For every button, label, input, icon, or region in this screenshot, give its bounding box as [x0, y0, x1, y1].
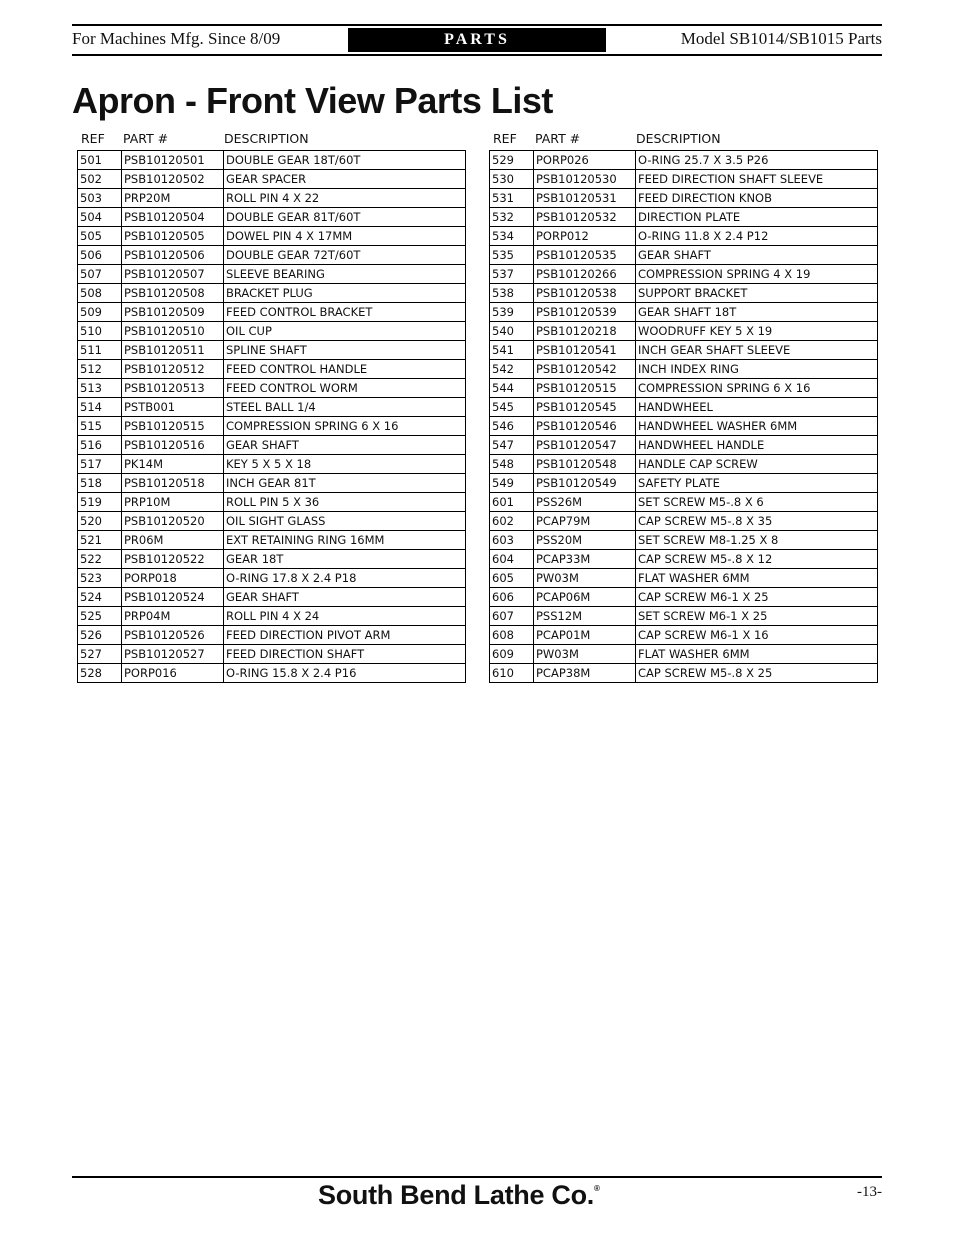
part-header: PART # [535, 131, 581, 146]
ref-cell: 607 [490, 607, 534, 626]
description-cell: FEED DIRECTION SHAFT SLEEVE [636, 170, 878, 189]
table-row [78, 246, 466, 265]
part-number-cell: PSB10120510 [122, 322, 224, 341]
part-number-cell: PSB10120530 [534, 170, 636, 189]
table-row [78, 417, 466, 436]
part-number-cell: PCAP38M [534, 664, 636, 683]
page-number: -13- [857, 1184, 882, 1200]
description-cell: SET SCREW M6-1 X 25 [636, 607, 878, 626]
part-number-cell: PCAP01M [534, 626, 636, 645]
description-cell: FEED CONTROL WORM [224, 379, 466, 398]
ref-cell: 513 [78, 379, 122, 398]
table-row [490, 588, 878, 607]
ref-cell: 548 [490, 455, 534, 474]
ref-cell: 510 [78, 322, 122, 341]
table-row [78, 360, 466, 379]
ref-cell: 610 [490, 664, 534, 683]
part-number-cell: PSB10120513 [122, 379, 224, 398]
description-header: DESCRIPTION [224, 131, 309, 146]
ref-cell: 504 [78, 208, 122, 227]
description-cell: O-RING 15.8 X 2.4 P16 [224, 664, 466, 683]
part-number-cell: PCAP06M [534, 588, 636, 607]
part-number-cell: PRP10M [122, 493, 224, 512]
ref-cell: 544 [490, 379, 534, 398]
ref-cell: 505 [78, 227, 122, 246]
header-model-label: Model SB1014/SB1015 Parts [680, 29, 882, 48]
part-number-cell: PSB10120527 [122, 645, 224, 664]
part-number-cell: PSB10120549 [534, 474, 636, 493]
description-cell: O-RING 17.8 X 2.4 P18 [224, 569, 466, 588]
part-number-cell: PSB10120539 [534, 303, 636, 322]
table-row [490, 626, 878, 645]
ref-cell: 515 [78, 417, 122, 436]
ref-cell: 540 [490, 322, 534, 341]
description-cell: DOUBLE GEAR 81T/60T [224, 208, 466, 227]
ref-cell: 508 [78, 284, 122, 303]
description-cell: KEY 5 X 5 X 18 [224, 455, 466, 474]
description-cell: FEED DIRECTION PIVOT ARM [224, 626, 466, 645]
description-cell: SPLINE SHAFT [224, 341, 466, 360]
part-number-cell: PSB10120526 [122, 626, 224, 645]
description-cell: CAP SCREW M5-.8 X 12 [636, 550, 878, 569]
description-cell: HANDWHEEL HANDLE [636, 436, 878, 455]
header-machines-note: For Machines Mfg. Since 8/09 [72, 29, 281, 48]
table-row [490, 322, 878, 341]
description-cell: DOUBLE GEAR 72T/60T [224, 246, 466, 265]
ref-cell: 608 [490, 626, 534, 645]
part-number-cell: PSB10120502 [122, 170, 224, 189]
description-cell: BRACKET PLUG [224, 284, 466, 303]
table-row [78, 436, 466, 455]
ref-cell: 506 [78, 246, 122, 265]
description-cell: O-RING 25.7 X 3.5 P26 [636, 151, 878, 170]
table-row [490, 645, 878, 664]
ref-cell: 524 [78, 588, 122, 607]
company-logo [318, 1180, 600, 1211]
ref-cell: 523 [78, 569, 122, 588]
part-header: PART # [123, 131, 169, 146]
ref-header: REF [81, 131, 105, 146]
description-cell: HANDLE CAP SCREW [636, 455, 878, 474]
description-cell: COMPRESSION SPRING 6 X 16 [636, 379, 878, 398]
ref-cell: 603 [490, 531, 534, 550]
description-cell: DOUBLE GEAR 18T/60T [224, 151, 466, 170]
table-row [490, 493, 878, 512]
description-cell: SAFETY PLATE [636, 474, 878, 493]
brand-name: South Bend Lathe Co. [318, 1180, 594, 1210]
part-number-cell: PORP012 [534, 227, 636, 246]
table-row [490, 227, 878, 246]
part-number-cell: PSB10120545 [534, 398, 636, 417]
table-row [490, 265, 878, 284]
description-cell: CAP SCREW M5-.8 X 35 [636, 512, 878, 531]
ref-cell: 509 [78, 303, 122, 322]
part-number-cell: PR06M [122, 531, 224, 550]
table-row [78, 455, 466, 474]
description-cell: FLAT WASHER 6MM [636, 569, 878, 588]
table-row [490, 341, 878, 360]
ref-cell: 530 [490, 170, 534, 189]
ref-cell: 511 [78, 341, 122, 360]
table-row [78, 151, 466, 170]
description-cell: INCH GEAR 81T [224, 474, 466, 493]
description-cell: INCH GEAR SHAFT SLEEVE [636, 341, 878, 360]
table-row [490, 398, 878, 417]
description-cell: SUPPORT BRACKET [636, 284, 878, 303]
part-number-cell: PSB10120504 [122, 208, 224, 227]
part-number-cell: PSB10120548 [534, 455, 636, 474]
page-title: Apron - Front View Parts List [72, 80, 553, 121]
part-number-cell: PSB10120515 [122, 417, 224, 436]
description-cell: CAP SCREW M5-.8 X 25 [636, 664, 878, 683]
ref-cell: 521 [78, 531, 122, 550]
column-headers-right [489, 128, 878, 150]
part-number-cell: PSB10120532 [534, 208, 636, 227]
table-row [490, 303, 878, 322]
parts-table-left [77, 150, 466, 683]
table-row [490, 360, 878, 379]
ref-cell: 604 [490, 550, 534, 569]
ref-cell: 606 [490, 588, 534, 607]
ref-cell: 525 [78, 607, 122, 626]
table-row [78, 379, 466, 398]
description-cell: COMPRESSION SPRING 6 X 16 [224, 417, 466, 436]
description-cell: STEEL BALL 1/4 [224, 398, 466, 417]
ref-cell: 529 [490, 151, 534, 170]
table-row [78, 474, 466, 493]
description-cell: GEAR SHAFT [224, 436, 466, 455]
description-cell: EXT RETAINING RING 16MM [224, 531, 466, 550]
registered-mark: ® [593, 1184, 600, 1193]
part-number-cell: PSB10120507 [122, 265, 224, 284]
table-row [78, 398, 466, 417]
ref-cell: 522 [78, 550, 122, 569]
part-number-cell: PW03M [534, 645, 636, 664]
description-cell: GEAR 18T [224, 550, 466, 569]
table-row [78, 645, 466, 664]
description-cell: ROLL PIN 5 X 36 [224, 493, 466, 512]
part-number-cell: PSB10120505 [122, 227, 224, 246]
ref-cell: 512 [78, 360, 122, 379]
ref-cell: 516 [78, 436, 122, 455]
description-cell: COMPRESSION SPRING 4 X 19 [636, 265, 878, 284]
ref-cell: 545 [490, 398, 534, 417]
part-number-cell: PSB10120501 [122, 151, 224, 170]
description-cell: SET SCREW M5-.8 X 6 [636, 493, 878, 512]
description-cell: GEAR SHAFT [636, 246, 878, 265]
description-cell: GEAR SHAFT 18T [636, 303, 878, 322]
description-cell: HANDWHEEL [636, 398, 878, 417]
table-row [490, 170, 878, 189]
part-number-cell: PSB10120509 [122, 303, 224, 322]
table-row [490, 246, 878, 265]
table-row [490, 284, 878, 303]
ref-cell: 605 [490, 569, 534, 588]
description-cell: WOODRUFF KEY 5 X 19 [636, 322, 878, 341]
ref-cell: 542 [490, 360, 534, 379]
part-number-cell: PSB10120218 [534, 322, 636, 341]
table-row [78, 208, 466, 227]
description-cell: HANDWHEEL WASHER 6MM [636, 417, 878, 436]
ref-cell: 538 [490, 284, 534, 303]
ref-cell: 520 [78, 512, 122, 531]
part-number-cell: PSB10120512 [122, 360, 224, 379]
column-headers-left [77, 128, 466, 150]
part-number-cell: PSB10120506 [122, 246, 224, 265]
part-number-cell: PSB10120542 [534, 360, 636, 379]
description-cell: OIL SIGHT GLASS [224, 512, 466, 531]
part-number-cell: PSB10120511 [122, 341, 224, 360]
part-number-cell: PRP04M [122, 607, 224, 626]
table-row [78, 664, 466, 683]
description-cell: GEAR SHAFT [224, 588, 466, 607]
description-header: DESCRIPTION [636, 131, 721, 146]
part-number-cell: PORP016 [122, 664, 224, 683]
ref-cell: 539 [490, 303, 534, 322]
table-row [78, 303, 466, 322]
description-cell: FEED DIRECTION SHAFT [224, 645, 466, 664]
description-cell: SLEEVE BEARING [224, 265, 466, 284]
ref-cell: 507 [78, 265, 122, 284]
part-number-cell: PSB10120520 [122, 512, 224, 531]
ref-cell: 601 [490, 493, 534, 512]
description-cell: DOWEL PIN 4 X 17MM [224, 227, 466, 246]
ref-cell: 546 [490, 417, 534, 436]
ref-cell: 549 [490, 474, 534, 493]
page-header [72, 24, 882, 56]
part-number-cell: PSB10120531 [534, 189, 636, 208]
ref-cell: 537 [490, 265, 534, 284]
part-number-cell: PSB10120538 [534, 284, 636, 303]
ref-cell: 528 [78, 664, 122, 683]
table-row [490, 455, 878, 474]
part-number-cell: PSB10120518 [122, 474, 224, 493]
table-row [78, 493, 466, 512]
table-row [78, 265, 466, 284]
table-row [78, 550, 466, 569]
part-number-cell: PORP018 [122, 569, 224, 588]
ref-cell: 609 [490, 645, 534, 664]
ref-cell: 526 [78, 626, 122, 645]
ref-cell: 532 [490, 208, 534, 227]
table-row [490, 531, 878, 550]
table-row [78, 189, 466, 208]
parts-column-right [489, 128, 878, 683]
ref-cell: 535 [490, 246, 534, 265]
table-row [490, 189, 878, 208]
part-number-cell: PSB10120541 [534, 341, 636, 360]
footer-divider [72, 1176, 882, 1178]
part-number-cell: PSB10120266 [534, 265, 636, 284]
part-number-cell: PSS12M [534, 607, 636, 626]
description-cell: CAP SCREW M6-1 X 16 [636, 626, 878, 645]
part-number-cell: PSTB001 [122, 398, 224, 417]
table-row [78, 626, 466, 645]
table-row [490, 607, 878, 626]
description-cell: SET SCREW M8-1.25 X 8 [636, 531, 878, 550]
parts-table-right [489, 150, 878, 683]
parts-column-left [77, 128, 466, 683]
table-row [78, 170, 466, 189]
part-number-cell: PW03M [534, 569, 636, 588]
table-row [78, 607, 466, 626]
part-number-cell: PSB10120516 [122, 436, 224, 455]
part-number-cell: PCAP33M [534, 550, 636, 569]
description-cell: FEED DIRECTION KNOB [636, 189, 878, 208]
table-row [490, 512, 878, 531]
table-row [490, 569, 878, 588]
table-row [78, 284, 466, 303]
table-row [490, 436, 878, 455]
part-number-cell: PSB10120508 [122, 284, 224, 303]
description-cell: INCH INDEX RING [636, 360, 878, 379]
part-number-cell: PSB10120535 [534, 246, 636, 265]
ref-cell: 519 [78, 493, 122, 512]
table-row [490, 417, 878, 436]
part-number-cell: PSB10120547 [534, 436, 636, 455]
table-row [78, 322, 466, 341]
ref-cell: 602 [490, 512, 534, 531]
description-cell: OIL CUP [224, 322, 466, 341]
table-row [490, 208, 878, 227]
description-cell: FEED CONTROL HANDLE [224, 360, 466, 379]
description-cell: FLAT WASHER 6MM [636, 645, 878, 664]
table-row [78, 227, 466, 246]
ref-cell: 531 [490, 189, 534, 208]
description-cell: GEAR SPACER [224, 170, 466, 189]
header-section-label: PARTS [348, 28, 606, 52]
part-number-cell: PSS26M [534, 493, 636, 512]
part-number-cell: PSB10120515 [534, 379, 636, 398]
table-row [78, 512, 466, 531]
ref-cell: 527 [78, 645, 122, 664]
table-row [78, 588, 466, 607]
table-row [490, 550, 878, 569]
ref-cell: 518 [78, 474, 122, 493]
ref-cell: 517 [78, 455, 122, 474]
table-row [78, 341, 466, 360]
description-cell: ROLL PIN 4 X 22 [224, 189, 466, 208]
description-cell: ROLL PIN 4 X 24 [224, 607, 466, 626]
description-cell: CAP SCREW M6-1 X 25 [636, 588, 878, 607]
ref-cell: 514 [78, 398, 122, 417]
ref-cell: 501 [78, 151, 122, 170]
ref-header: REF [493, 131, 517, 146]
part-number-cell: PSS20M [534, 531, 636, 550]
ref-cell: 503 [78, 189, 122, 208]
description-cell: O-RING 11.8 X 2.4 P12 [636, 227, 878, 246]
ref-cell: 547 [490, 436, 534, 455]
part-number-cell: PSB10120546 [534, 417, 636, 436]
ref-cell: 534 [490, 227, 534, 246]
table-row [490, 151, 878, 170]
table-row [490, 664, 878, 683]
part-number-cell: PORP026 [534, 151, 636, 170]
table-row [490, 379, 878, 398]
part-number-cell: PSB10120522 [122, 550, 224, 569]
table-row [78, 569, 466, 588]
description-cell: DIRECTION PLATE [636, 208, 878, 227]
part-number-cell: PSB10120524 [122, 588, 224, 607]
part-number-cell: PK14M [122, 455, 224, 474]
table-row [490, 474, 878, 493]
table-row [78, 531, 466, 550]
part-number-cell: PRP20M [122, 189, 224, 208]
ref-cell: 502 [78, 170, 122, 189]
description-cell: FEED CONTROL BRACKET [224, 303, 466, 322]
part-number-cell: PCAP79M [534, 512, 636, 531]
ref-cell: 541 [490, 341, 534, 360]
